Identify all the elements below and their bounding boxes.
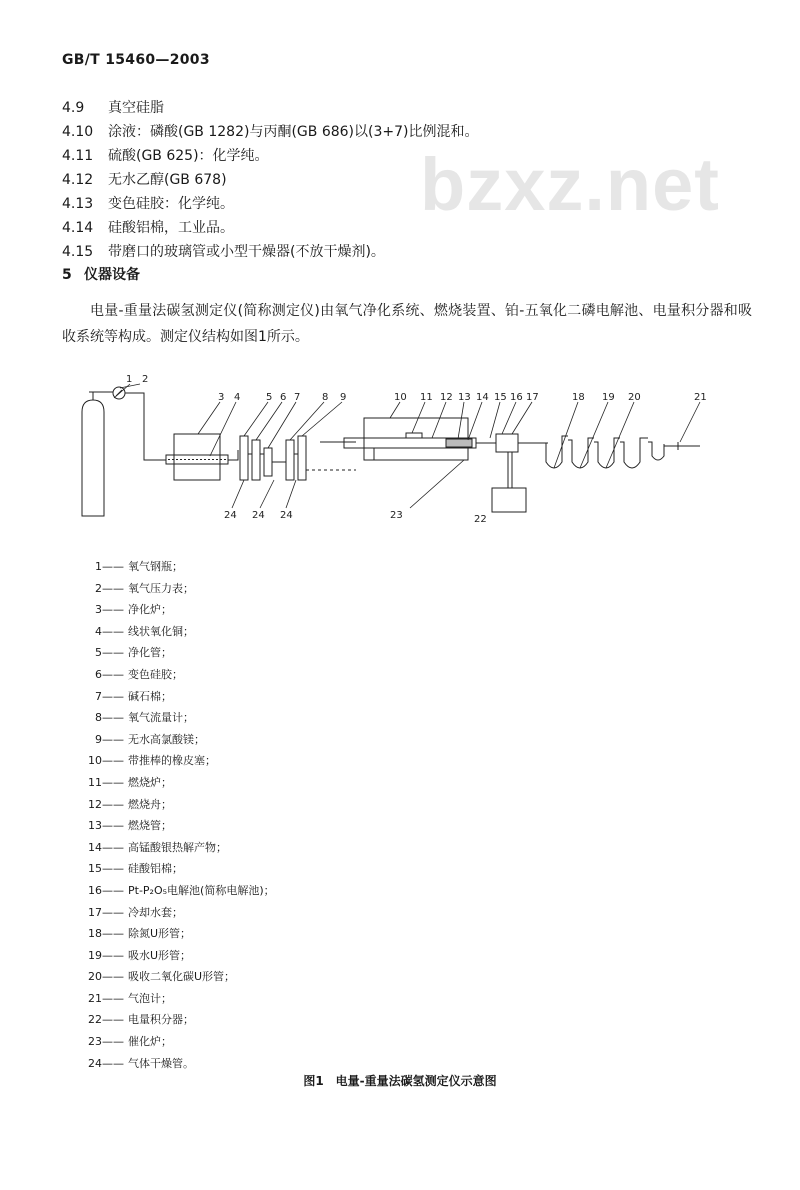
legend-text: 燃烧舟； [128, 797, 172, 811]
legend-item: 13—— 燃烧管； [88, 815, 275, 837]
legend-text: 带推棒的橡皮塞； [128, 754, 216, 768]
item-number: 4.12 [62, 172, 94, 188]
magnesium-perchlorate-tube [298, 436, 306, 480]
legend-number: 3 [95, 603, 102, 617]
legend-number: 5 [95, 646, 102, 660]
figure-legend [88, 556, 275, 1074]
gas-line [125, 393, 166, 460]
legend-text: 吸水U形管； [128, 948, 192, 962]
legend-text: 碱石棉； [128, 689, 172, 703]
legend-number: 20 [88, 970, 102, 984]
legend-number: 24 [88, 1056, 102, 1070]
legend-item: 19—— 吸水U形管； [88, 945, 275, 967]
label-3: 3 [218, 392, 225, 403]
legend-text: 催化炉； [128, 1035, 172, 1049]
legend-item: 16—— Pt-P₂O₅电解池(简称电解池)； [88, 880, 275, 902]
legend-item: 7—— 碱石棉； [88, 686, 275, 708]
legend-number: 15 [88, 862, 102, 876]
legend-text: 冷却水套； [128, 905, 183, 919]
bubble-counter [664, 442, 700, 450]
legend-number: 4 [95, 624, 102, 638]
item-text: 硅酸铝棉，工业品。 [108, 220, 234, 236]
legend-item: 17—— 冷却水套； [88, 902, 275, 924]
list-item [62, 240, 478, 264]
legend-text: Pt-P₂O₅电解池(简称电解池)； [128, 883, 275, 897]
legend-item: 5—— 净化管； [88, 642, 275, 664]
label-12: 12 [440, 392, 453, 403]
legend-text: 气泡计； [128, 991, 172, 1005]
legend-text: 除氮U形管； [128, 927, 192, 941]
legend-number: 18 [88, 927, 102, 941]
legend-number: 21 [88, 991, 102, 1005]
label-22: 22 [474, 514, 487, 525]
legend-text: 净化炉； [128, 603, 172, 617]
legend-number: 13 [88, 819, 102, 833]
legend-number: 14 [88, 840, 102, 854]
item-text: 变色硅胶：化学纯。 [108, 196, 234, 212]
legend-number: 22 [88, 1013, 102, 1027]
label-24a: 24 [224, 510, 237, 521]
legend-text: 高锰酸银热解产物； [128, 840, 227, 854]
label-9: 9 [340, 392, 347, 403]
label-20: 20 [628, 392, 641, 403]
legend-text: 线状氧化铜； [128, 624, 194, 638]
legend-number: 12 [88, 797, 102, 811]
item-text: 硫酸(GB 625)：化学纯。 [108, 148, 269, 164]
label-14: 14 [476, 392, 489, 403]
label-19: 19 [602, 392, 615, 403]
label-1: 1 [126, 374, 133, 385]
legend-item: 21—— 气泡计； [88, 988, 275, 1010]
legend-item: 22—— 电量积分器； [88, 1009, 275, 1031]
legend-number: 2 [95, 581, 102, 595]
label-21: 21 [694, 392, 707, 403]
silver-permanganate-packing [446, 439, 472, 447]
catalytic-furnace [364, 448, 374, 460]
legend-number: 16 [88, 883, 102, 897]
list-item [62, 96, 478, 120]
item-number: 4.10 [62, 124, 94, 140]
u-tube-co2-absorption-2 [620, 438, 648, 468]
legend-item: 1—— 氧气钢瓶； [88, 556, 275, 578]
purifying-tube [252, 440, 260, 480]
purifying-tube [264, 448, 272, 476]
label-6: 6 [280, 392, 287, 403]
legend-item: 4—— 线状氧化铜； [88, 621, 275, 643]
item-text: 涂液：磷酸(GB 1282)与丙酮(GB 686)以(3+7)比例混和。 [108, 124, 479, 140]
label-10: 10 [394, 392, 407, 403]
legend-item: 2—— 氧气压力表； [88, 578, 275, 600]
legend-number: 7 [95, 689, 102, 703]
legend-item: 9—— 无水高氯酸镁； [88, 729, 275, 751]
legend-number: 11 [88, 775, 102, 789]
legend-number: 17 [88, 905, 102, 919]
item-number: 4.11 [62, 148, 94, 164]
legend-text: 吸收二氧化碳U形管； [128, 970, 236, 984]
legend-text: 净化管； [128, 646, 172, 660]
standard-code: GB/T 15460—2003 [62, 52, 210, 68]
label-23: 23 [390, 510, 403, 521]
section-number: 5 [62, 267, 72, 283]
item-number: 4.13 [62, 196, 94, 212]
label-4: 4 [234, 392, 241, 403]
label-15: 15 [494, 392, 507, 403]
section-heading [62, 264, 140, 284]
watermark: bzxz.net [420, 143, 720, 226]
label-2: 2 [142, 374, 149, 385]
item-number: 4.14 [62, 220, 94, 236]
u-tube-co2-absorption-3 [648, 442, 664, 460]
legend-text: 燃烧管； [128, 819, 172, 833]
apparatus-diagram [60, 374, 740, 530]
legend-text: 气体干燥管。 [128, 1056, 194, 1070]
item-number: 4.9 [62, 100, 85, 116]
purifying-furnace [174, 434, 220, 480]
legend-item: 18—— 除氮U形管； [88, 923, 275, 945]
u-tube-co2-absorption-1 [594, 438, 620, 468]
combustion-boat [406, 433, 422, 438]
label-18: 18 [572, 392, 585, 403]
u-tube-water-absorption [568, 438, 594, 468]
legend-text: 硅酸铝棉； [128, 862, 183, 876]
label-7: 7 [294, 392, 301, 403]
item-text: 真空硅脂 [108, 100, 164, 116]
label-5: 5 [266, 392, 273, 403]
legend-text: 燃烧炉； [128, 775, 172, 789]
oxygen-cylinder [82, 400, 104, 516]
label-17: 17 [526, 392, 539, 403]
legend-text: 氧气流量计； [128, 711, 194, 725]
body-paragraph: 电量-重量法碳氢测定仪(简称测定仪)由氧气净化系统、燃烧装置、铂-五氧化二磷电解池、电量积分器和吸收系统等构成。测定仪结构如图1所示。 [62, 303, 752, 345]
list-item [62, 144, 478, 168]
legend-number: 8 [95, 711, 102, 725]
list-item [62, 120, 478, 144]
label-8: 8 [322, 392, 329, 403]
electrolytic-cell [496, 434, 518, 452]
legend-number: 19 [88, 948, 102, 962]
figure-caption: 图1 电量-重量法碳氢测定仪示意图 [303, 1074, 497, 1088]
legend-item: 24—— 气体干燥管。 [88, 1053, 275, 1075]
legend-item: 10—— 带推棒的橡皮塞； [88, 750, 275, 772]
legend-text: 变色硅胶； [128, 667, 183, 681]
oxygen-flowmeter [286, 440, 294, 480]
label-13: 13 [458, 392, 471, 403]
legend-item: 3—— 净化炉； [88, 599, 275, 621]
item-text: 带磨口的玻璃管或小型干燥器(不放干燥剂)。 [108, 244, 385, 260]
legend-item: 23—— 催化炉； [88, 1031, 275, 1053]
legend-text: 氧气钢瓶； [128, 560, 183, 573]
label-16: 16 [510, 392, 523, 403]
legend-item: 20—— 吸收二氧化碳U形管； [88, 966, 275, 988]
list-item [62, 192, 478, 216]
label-11: 11 [420, 392, 433, 403]
legend-item: 11—— 燃烧炉； [88, 772, 275, 794]
legend-item: 6—— 变色硅胶； [88, 664, 275, 686]
item-number: 4.15 [62, 244, 94, 260]
label-24c: 24 [280, 510, 293, 521]
item-text: 无水乙醇(GB 678) [108, 172, 227, 188]
legend-text: 氧气压力表； [128, 581, 194, 595]
legend-text: 电量积分器； [128, 1013, 194, 1027]
legend-item: 15—— 硅酸铝棉； [88, 858, 275, 880]
coulometric-integrator [492, 488, 526, 512]
section-title: 仪器设备 [84, 267, 140, 283]
legend-item: 12—— 燃烧舟； [88, 794, 275, 816]
legend-number: 23 [88, 1035, 102, 1049]
legend-number: 6 [95, 667, 102, 681]
legend-text: 无水高氯酸镁； [128, 732, 205, 746]
reagent-list [62, 96, 478, 264]
legend-number: 10 [88, 754, 102, 768]
list-item [62, 216, 478, 240]
legend-item: 8—— 氧气流量计； [88, 707, 275, 729]
label-24b: 24 [252, 510, 265, 521]
legend-item: 14—— 高锰酸银热解产物； [88, 837, 275, 859]
purifying-tube [240, 436, 248, 480]
list-item [62, 168, 478, 192]
legend-number: 9 [95, 732, 102, 746]
legend-number: 1 [95, 560, 102, 573]
